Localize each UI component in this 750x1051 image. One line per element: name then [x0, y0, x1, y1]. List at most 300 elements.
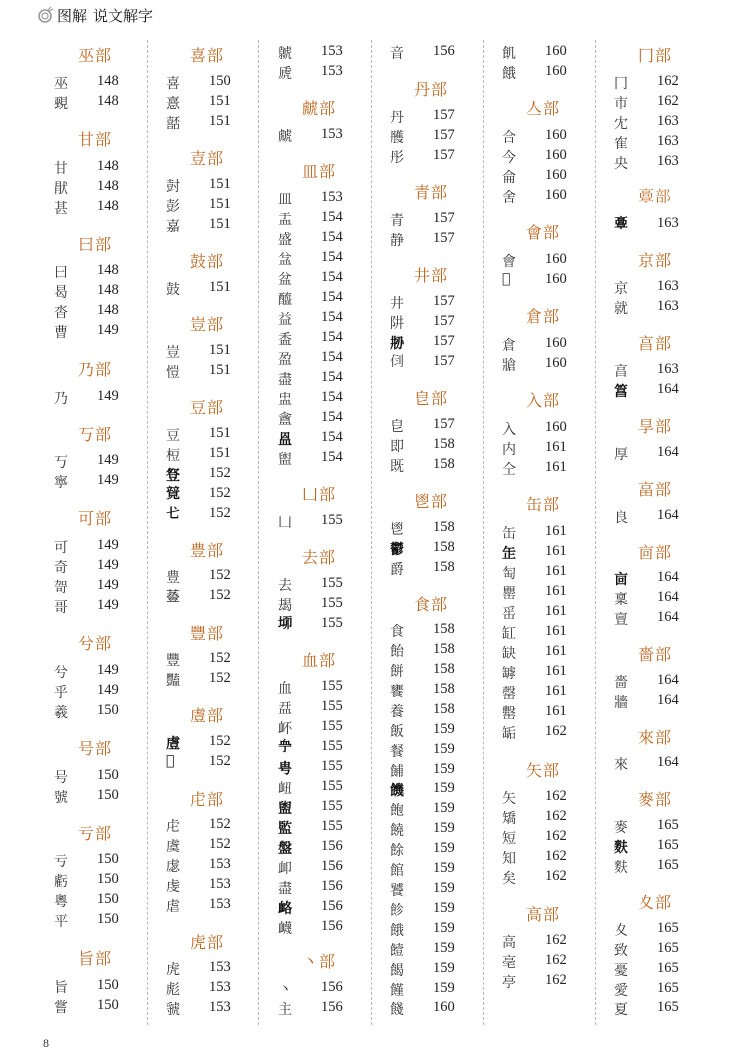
character: 虢	[166, 1002, 180, 1018]
index-entry	[376, 230, 486, 250]
radical-section-title: 夊部	[637, 893, 672, 912]
character: 䖒	[166, 736, 180, 752]
column-divider	[483, 40, 484, 1025]
character: 主	[278, 1002, 292, 1018]
page-reference: 162	[545, 952, 567, 968]
page-reference: 164	[657, 381, 679, 397]
page-reference: 156	[321, 898, 343, 914]
index-entry	[488, 932, 598, 952]
index-entry	[40, 891, 150, 911]
radical-section-title: 高部	[525, 905, 560, 924]
character: 亯	[614, 364, 628, 380]
page-reference: 157	[433, 147, 455, 163]
character: 飻	[390, 903, 404, 919]
page-reference: 148	[97, 93, 119, 109]
index-entry	[40, 702, 150, 722]
page-reference: 149	[97, 537, 119, 553]
page-reference: 148	[97, 302, 119, 318]
page-reference: 155	[321, 575, 343, 591]
index-entry	[376, 43, 486, 63]
character: 稟	[614, 592, 628, 608]
index-column	[40, 0, 150, 1045]
radical-section-title: 入部	[525, 391, 560, 410]
radical-section-title: 亼部	[525, 99, 560, 118]
character: 憂	[614, 963, 628, 979]
index-entry	[264, 409, 374, 429]
index-entry	[40, 787, 150, 807]
page-reference: 156	[433, 43, 455, 59]
radical-section-title: 虎部	[189, 933, 224, 952]
page-reference: 150	[97, 851, 119, 867]
index-entry	[264, 999, 374, 1019]
character: 丹	[390, 110, 404, 126]
index-entry	[264, 349, 374, 369]
page-reference: 164	[657, 692, 679, 708]
page-reference: 164	[657, 444, 679, 460]
page-reference: 163	[657, 361, 679, 377]
character: 食	[390, 624, 404, 640]
index-entry	[152, 670, 262, 690]
index-entry	[264, 778, 374, 798]
page-reference: 154	[321, 349, 343, 365]
character: 飢	[502, 46, 516, 62]
page-reference: 150	[97, 911, 119, 927]
character: 曹	[54, 325, 68, 341]
index-entry	[600, 133, 710, 153]
page-reference: 165	[657, 999, 679, 1015]
index-entry	[488, 63, 598, 83]
page-reference: 157	[433, 313, 455, 329]
page-reference: 156	[321, 999, 343, 1015]
index-entry	[40, 93, 150, 113]
radical-section-title: 喜部	[189, 46, 224, 65]
index-entry	[488, 643, 598, 663]
character: 餐	[390, 744, 404, 760]
radical-section-title: 矢部	[525, 761, 560, 780]
character: 衄	[278, 781, 292, 797]
radical-section-title: 亏部	[77, 824, 112, 843]
index-entry	[600, 361, 710, 381]
index-entry	[600, 857, 710, 877]
index-entry	[264, 898, 374, 918]
index-entry	[488, 808, 598, 828]
page-reference: 160	[545, 251, 567, 267]
page-reference: 162	[545, 828, 567, 844]
page-reference: 156	[321, 878, 343, 894]
page-reference: 165	[657, 920, 679, 936]
character: 虞	[166, 839, 180, 855]
index-entry	[152, 979, 262, 999]
character: 𧇹	[166, 753, 175, 769]
index-entry	[488, 251, 598, 271]
radical-section-title: 凵部	[301, 485, 336, 504]
radical-section-title: 倉部	[525, 307, 560, 326]
character: 麩	[614, 860, 628, 876]
radical-section-title: 皿部	[301, 162, 336, 181]
index-entry	[376, 539, 486, 559]
page-reference: 153	[321, 189, 343, 205]
radical-section-title: 畗部	[637, 480, 672, 499]
index-entry	[40, 977, 150, 997]
index-entry	[40, 662, 150, 682]
radical-section-title: 丂部	[77, 425, 112, 444]
index-entry	[152, 587, 262, 607]
character: 盡	[278, 881, 292, 897]
index-entry	[40, 282, 150, 302]
page-reference: 157	[433, 416, 455, 432]
page-reference: 153	[209, 979, 231, 995]
page-reference: 162	[545, 808, 567, 824]
page-reference: 155	[321, 718, 343, 734]
index-entry	[488, 663, 598, 683]
page-reference: 150	[97, 997, 119, 1013]
character: 缸	[502, 626, 516, 642]
character: 彭	[166, 199, 180, 215]
character: 缶	[502, 526, 516, 542]
index-entry	[152, 816, 262, 836]
index-entry	[376, 353, 486, 373]
character: 刱	[390, 336, 404, 352]
character: 衉	[278, 901, 292, 917]
character: 朅	[278, 598, 292, 614]
page-reference: 160	[545, 187, 567, 203]
index-entry	[376, 880, 486, 900]
index-entry	[600, 960, 710, 980]
character: 餓	[502, 66, 516, 82]
character: 曷	[54, 285, 68, 301]
page-reference: 158	[433, 681, 455, 697]
character: 虤	[278, 129, 292, 145]
index-entry	[488, 623, 598, 643]
page-reference: 163	[657, 133, 679, 149]
page-reference: 152	[209, 505, 231, 521]
page-reference: 161	[545, 643, 567, 659]
index-entry	[152, 176, 262, 196]
page-reference: 162	[657, 93, 679, 109]
page-reference: 160	[545, 167, 567, 183]
index-entry	[376, 333, 486, 353]
page-reference: 161	[545, 543, 567, 559]
index-entry	[488, 167, 598, 187]
character: 匋	[502, 566, 516, 582]
page-reference: 154	[321, 429, 343, 445]
character: 𣜩	[502, 271, 511, 287]
character: 哥	[54, 600, 68, 616]
page-reference: 159	[433, 741, 455, 757]
page-reference: 161	[545, 623, 567, 639]
index-entry	[376, 519, 486, 539]
page-reference: 149	[97, 388, 119, 404]
page-reference: 148	[97, 198, 119, 214]
page-reference: 160	[545, 419, 567, 435]
index-entry	[152, 999, 262, 1019]
page-number: 8	[43, 1036, 49, 1050]
radical-section-title: 來部	[637, 728, 672, 747]
character: 嘉	[166, 219, 180, 235]
index-entry	[152, 465, 262, 485]
index-entry	[376, 210, 486, 230]
index-entry	[600, 609, 710, 629]
page-reference: 159	[433, 960, 455, 976]
index-entry	[264, 229, 374, 249]
character: 豈	[166, 345, 180, 361]
page-reference: 156	[321, 858, 343, 874]
index-entry	[488, 335, 598, 355]
radical-section-title: 豐部	[189, 624, 224, 643]
index-entry	[152, 896, 262, 916]
index-entry	[376, 761, 486, 781]
page-reference: 151	[209, 176, 231, 192]
page-reference: 157	[433, 210, 455, 226]
index-entry	[376, 900, 486, 920]
character: 哿	[54, 580, 68, 596]
index-entry	[488, 439, 598, 459]
page-reference: 155	[321, 818, 343, 834]
page-reference: 151	[209, 445, 231, 461]
index-entry	[488, 828, 598, 848]
index-entry	[488, 848, 598, 868]
page-reference: 155	[321, 798, 343, 814]
page-reference: 150	[209, 73, 231, 89]
character: 盡	[278, 372, 292, 388]
character: 盤	[278, 841, 292, 857]
radical-section-title: 鬯部	[413, 492, 448, 511]
character: 醯	[278, 292, 292, 308]
radical-section-title: 壴部	[189, 149, 224, 168]
index-entry	[152, 485, 262, 505]
character: 嚭	[166, 116, 180, 132]
character: 夏	[614, 1002, 628, 1018]
page-reference: 157	[433, 333, 455, 349]
character: 餲	[390, 963, 404, 979]
page-reference: 152	[209, 465, 231, 481]
page-reference: 165	[657, 980, 679, 996]
character: 𡋫	[278, 616, 292, 632]
page-reference: 158	[433, 436, 455, 452]
character: 喜	[166, 76, 180, 92]
character: 爵	[390, 562, 404, 578]
page-reference: 151	[209, 216, 231, 232]
index-entry	[600, 817, 710, 837]
character: 雘	[390, 130, 404, 146]
radical-section-title: 皀部	[413, 389, 448, 408]
page-reference: 159	[433, 940, 455, 956]
character: 盉	[278, 332, 292, 348]
index-entry	[376, 107, 486, 127]
index-entry	[376, 800, 486, 820]
radical-section-title: 虍部	[189, 790, 224, 809]
character: 青	[390, 213, 404, 229]
index-entry	[488, 419, 598, 439]
character: 丂	[54, 455, 68, 471]
character: 盦	[278, 412, 292, 428]
page-reference: 158	[433, 559, 455, 575]
index-entry	[40, 577, 150, 597]
character: 猒	[54, 181, 68, 197]
character: 矣	[502, 871, 516, 887]
character: 市	[614, 96, 628, 112]
index-entry	[40, 537, 150, 557]
character: 入	[502, 422, 516, 438]
character: 平	[54, 914, 68, 930]
character: 凵	[278, 515, 292, 531]
character: 矯	[502, 811, 516, 827]
page-reference: 149	[97, 662, 119, 678]
character: 盂	[278, 212, 292, 228]
character: 乃	[54, 391, 68, 407]
character: 㿼	[278, 701, 292, 717]
radical-section-title: 𩫏部	[637, 187, 672, 206]
character: 饉	[390, 983, 404, 999]
character: 豐	[166, 653, 180, 669]
page-reference: 155	[321, 738, 343, 754]
character: 㿽	[278, 252, 292, 268]
index-entry	[40, 851, 150, 871]
page-reference: 160	[545, 271, 567, 287]
character: 缺	[502, 646, 516, 662]
character: 彪	[166, 982, 180, 998]
character: 厚	[614, 447, 628, 463]
page-reference: 150	[97, 891, 119, 907]
character: 𢍺	[166, 506, 180, 522]
character: 阱	[390, 316, 404, 332]
character: 奇	[54, 560, 68, 576]
page-reference: 154	[321, 329, 343, 345]
index-entry	[488, 43, 598, 63]
page-reference: 161	[545, 563, 567, 579]
character: 饒	[390, 823, 404, 839]
character: 高	[502, 935, 516, 951]
page-reference: 161	[545, 683, 567, 699]
character: 憙	[166, 96, 180, 112]
column-divider	[371, 40, 372, 1025]
character: 養	[390, 704, 404, 720]
index-entry	[488, 788, 598, 808]
page-reference: 152	[209, 733, 231, 749]
character: 内	[502, 442, 516, 458]
index-entry	[376, 456, 486, 476]
index-entry	[376, 960, 486, 980]
page-reference: 158	[433, 641, 455, 657]
page-reference: 152	[209, 587, 231, 603]
radical-section-title: 嗇部	[637, 645, 672, 664]
index-entry	[376, 940, 486, 960]
page-reference: 158	[433, 519, 455, 535]
character: 豔	[166, 673, 180, 689]
character: 卹	[278, 861, 292, 877]
index-entry	[40, 557, 150, 577]
character: 京	[614, 281, 628, 297]
index-column	[152, 0, 262, 1045]
radical-section-title: 豈部	[189, 315, 224, 334]
index-entry	[264, 615, 374, 635]
character: 缿	[502, 726, 516, 742]
index-entry	[600, 113, 710, 133]
page-reference: 154	[321, 289, 343, 305]
page-reference: 154	[321, 269, 343, 285]
index-entry	[376, 820, 486, 840]
character: 𦈢	[502, 546, 516, 562]
index-entry	[600, 278, 710, 298]
index-entry	[40, 198, 150, 218]
page-reference: 148	[97, 158, 119, 174]
page-reference: 156	[321, 838, 343, 854]
page-reference: 153	[209, 896, 231, 912]
character: 皿	[278, 192, 292, 208]
index-entry	[488, 583, 598, 603]
radical-section-title: 丶部	[301, 952, 336, 971]
page-reference: 151	[209, 113, 231, 129]
character: 盈	[278, 352, 292, 368]
index-entry	[600, 589, 710, 609]
index-entry	[40, 911, 150, 931]
page-reference: 152	[209, 816, 231, 832]
character: 既	[390, 459, 404, 475]
index-entry	[152, 196, 262, 216]
index-entry	[600, 837, 710, 857]
index-entry	[152, 567, 262, 587]
index-entry	[264, 878, 374, 898]
page-reference: 165	[657, 817, 679, 833]
character: 粵	[54, 894, 68, 910]
page-reference: 159	[433, 980, 455, 996]
index-entry	[264, 369, 374, 389]
index-column	[600, 0, 710, 1045]
character: 鬯	[390, 522, 404, 538]
index-entry	[488, 459, 598, 479]
character: 𩫏	[614, 216, 628, 232]
page-reference: 152	[209, 567, 231, 583]
radical-section-title: 井部	[413, 266, 448, 285]
index-entry	[40, 682, 150, 702]
character: 虎	[166, 962, 180, 978]
page-reference: 151	[209, 196, 231, 212]
character: 館	[390, 863, 404, 879]
index-entry	[40, 322, 150, 342]
page-reference: 148	[97, 282, 119, 298]
index-entry	[264, 698, 374, 718]
page-reference: 160	[545, 147, 567, 163]
index-entry	[264, 449, 374, 469]
character: 鼓	[166, 282, 180, 298]
radical-section-title: 虤部	[301, 99, 336, 118]
page-reference: 164	[657, 569, 679, 585]
character: 監	[278, 821, 292, 837]
character: 旨	[54, 980, 68, 996]
character: 豊	[166, 570, 180, 586]
index-entry	[40, 73, 150, 93]
character: 静	[390, 233, 404, 249]
index-entry	[152, 216, 262, 236]
character: 愷	[166, 365, 180, 381]
character: 梪	[166, 448, 180, 464]
page-reference: 157	[433, 353, 455, 369]
page-reference: 149	[97, 452, 119, 468]
character: 𥁕	[278, 432, 292, 448]
index-entry	[488, 868, 598, 888]
page-reference: 150	[97, 871, 119, 887]
page-reference: 159	[433, 880, 455, 896]
character: 冘	[614, 116, 628, 132]
character: 丶	[278, 982, 292, 998]
page-reference: 148	[97, 178, 119, 194]
character: 仝	[502, 462, 516, 478]
page-reference: 165	[657, 857, 679, 873]
index-entry	[376, 559, 486, 579]
index-entry	[600, 920, 710, 940]
character: 倉	[502, 338, 516, 354]
index-entry	[264, 858, 374, 878]
